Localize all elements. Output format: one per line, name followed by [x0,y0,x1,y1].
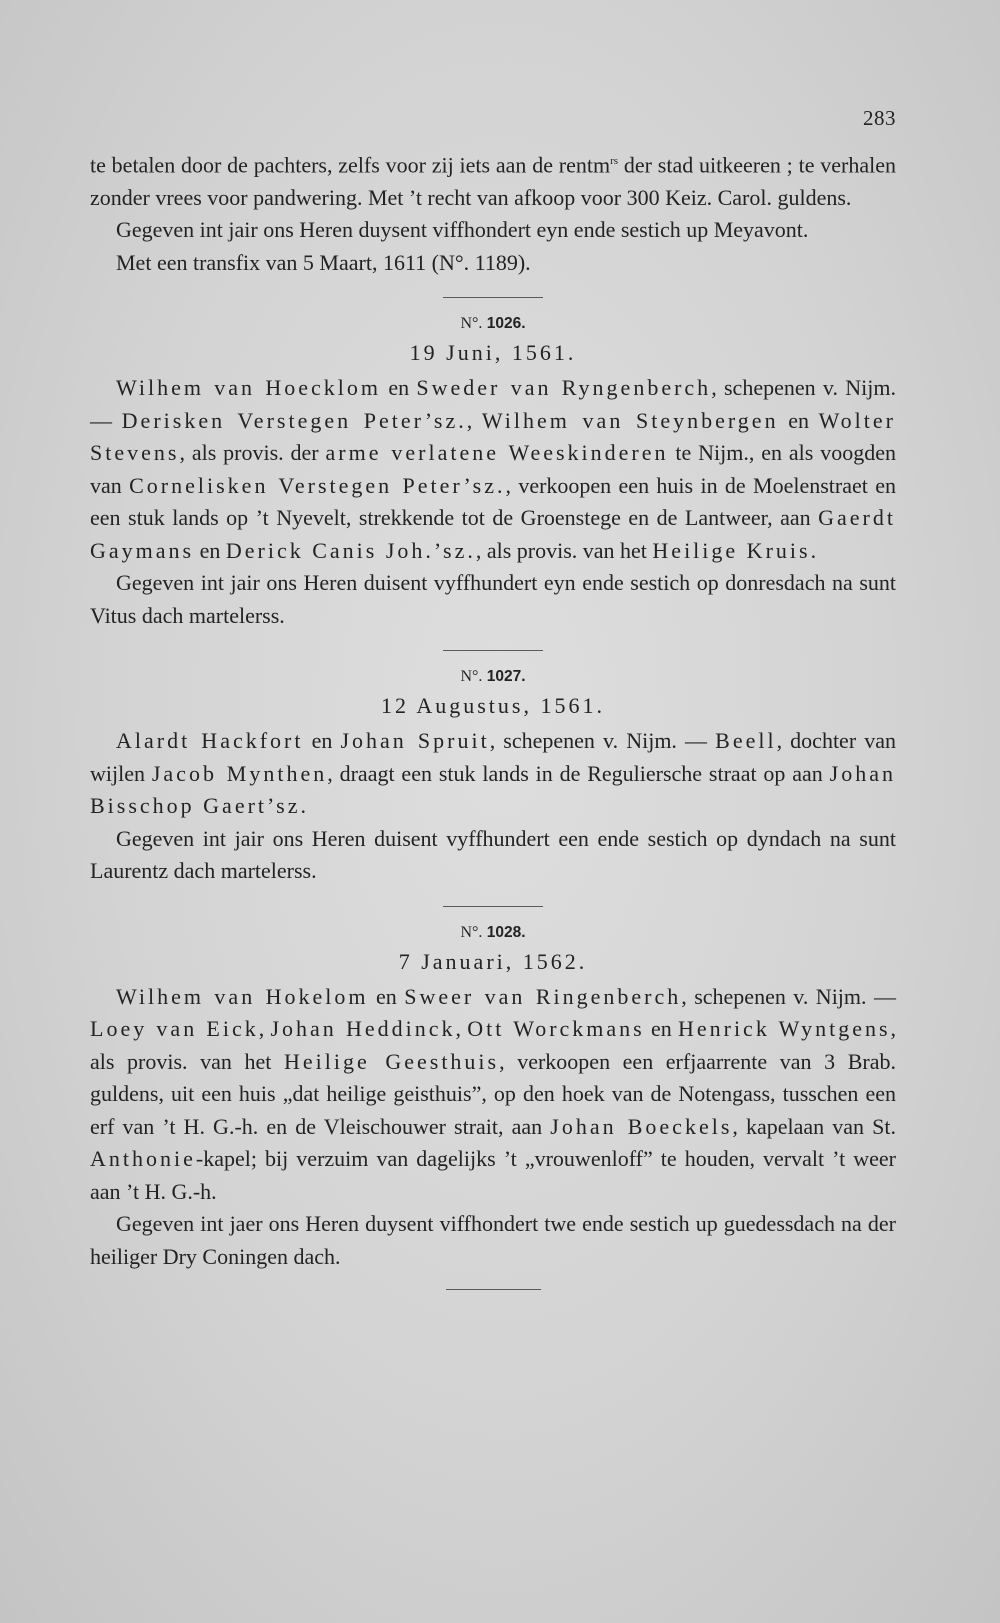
entry-number: N°. 1028. [460,923,526,941]
entry-date: 12 Augustus, 1561. [381,693,605,719]
entry-date: 19 Juni, 1561. [409,340,577,366]
page-body [90,145,896,1290]
page-number: 283 [863,106,896,130]
intro-transfix: Met een transfix van 5 Maart, 1611 (N°. 1189). [116,249,531,275]
entry-number: N°. 1026. [460,315,526,333]
section-divider [446,1289,541,1290]
entry-text: Wilhem van Hoecklom en Sweder van Ryngenberch, schepenen v. Nijm. — Derisken Verstegen Peter’sz., Wilhem van Steynbergen en Wolter Stevens, als provis. der arme verlatene Weeskinderen te Nijm., en als voogden van Cornelisken Verstegen Peter’sz., verkoopen een huis in de Moelenstraet en een stuk lands op ’t Nyevelt, strekkende tot de Groenstege en de Lantweer, aan Gaerdt Gaymans en Derick Canis Joh.’sz., als provis. van het Heilige Kruis. [90,375,897,563]
entry-text: Alardt Hackfort en Johan Spruit, schepenen v. Nijm. — Beell, dochter van wijlen Jacob Mynthen, draagt een stuk lands in de Reguliersche straat op aan Johan Bisschop Gaert’sz. [90,728,897,819]
entry-number: N°. 1027. [460,668,526,686]
intro-paragraph [90,145,896,214]
intro-text-1: te betalen door de pachters, zelfs voor zij iets aan de rentm [90,152,611,178]
intro-superscript: rs [610,155,619,167]
section-divider [443,650,543,651]
section-divider [443,906,543,907]
entry-text: Wilhem van Hokelom en Sweer van Ringenberch, schepenen v. Nijm. — Loey van Eick, Johan Heddinck, Ott Worckmans en Henrick Wyntgens, als provis. van het Heilige Geesthuis, verkoopen een erfjaarrente van 3 Brab. guldens, uit een huis „dat heilige geisthuis”, op den hoek van de Notengass, tusschen een erf van ’t H. G.-h. en de Vleischouwer strait, aan Johan Boeckels, kapelaan van St. Anthonie-kapel; bij verzuim van dagelijks ’t „vrouwenloff” te houden, vervalt ’t weer aan ’t H. G.-h. [90,983,897,1204]
entry-date: 7 Januari, 1562. [398,948,588,974]
intro-given: Gegeven int jair ons Heren duysent viffhondert eyn ende sestich up Meyavont. [116,217,809,243]
entry-given: Gegeven int jair ons Heren duisent vyffhundert eyn ende sestich op donresdach na sunt Vitus dach martelerss. [90,570,896,628]
entry-given: Gegeven int jair ons Heren duisent vyffhundert een ende sestich op dyndach na sunt Laurentz dach martelerss. [90,825,896,884]
section-divider [443,297,543,298]
intro-text-2: der stad uitkeeren ; te verhalen zonder vrees voor pandwering. Met ’t recht van afkoop voor 300 Keiz. Carol. guldens. [90,152,896,210]
entry-given: Gegeven int jaer ons Heren duysent viffhondert twe ende sestich up guedessdach na der heiliger Dry Coningen dach. [90,1211,896,1269]
